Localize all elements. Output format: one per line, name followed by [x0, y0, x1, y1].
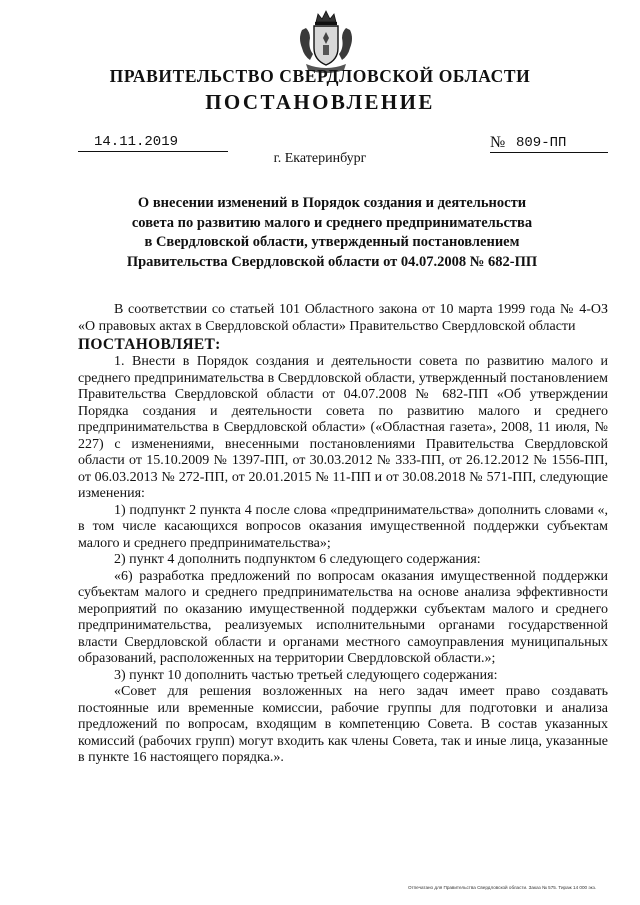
- document-number: 809-ПП: [516, 135, 567, 151]
- subject-line: О внесении изменений в Порядок создания и деятельности: [137, 195, 527, 211]
- subject-line: совета по развитию малого и среднего предпринимательства: [131, 214, 533, 231]
- document-subject: [120, 194, 544, 272]
- number-sign: №: [490, 134, 506, 151]
- coat-of-arms-icon: [296, 8, 356, 74]
- subject-line: в Свердловской области, утвержденный постановлением: [144, 234, 520, 250]
- subparagraph-2: 2) пункт 4 дополнить подпунктом 6 следующего содержания:: [114, 552, 481, 567]
- document-date: 14.11.2019: [78, 134, 228, 152]
- subject-line: Правительства Свердловской области от 04.07.2008 № 682-ПП: [126, 253, 538, 270]
- subparagraph-3: 3) пункт 10 дополнить частью третьей следующего содержания:: [114, 667, 498, 683]
- subparagraph-3-text: «Совет для решения возложенных на него задач имеет право создавать постоянные или временные комиссии, рабочие группы для подготовки и анализа предложений по вопросам, входящим в компетенцию Совета. В состав указанных комиссий (рабочих групп) могут входить как члены Совета, так и иные лица, указанные в пункте 16 настоящего порядка.».: [78, 684, 608, 765]
- resolves-heading: ПОСТАНОВЛЯЕТ:: [78, 336, 221, 353]
- print-note: Отпечатано для Правительства Свердловской области. Заказ № 575. Тираж 14 000 экз.: [408, 885, 597, 890]
- document-type: ПОСТАНОВЛЕНИЕ: [205, 90, 435, 114]
- subparagraph-2-text: «6) разработка предложений по вопросам оказания имущественной поддержки субъектам малого и среднего предпринимательства на основе анализа эффективности мероприятий по оказанию имущественной поддержки субъектам малого и среднего предпринимательства, реализуемых исполнительными органами государственной власти Свердловской области и органами местного самоуправления муниципальных образований, расположенных на территории Свердловской области.»;: [78, 568, 608, 666]
- subparagraph-1: 1) подпункт 2 пункта 4 после слова «предпринимательства» дополнить словами «, в том числе касающихся вопросов оказания имущественной поддержки субъектам малого и среднего предпринимательства»;: [78, 502, 608, 551]
- paragraph-1: 1. Внести в Порядок создания и деятельности совета по развитию малого и среднего предпринимательства в Свердловской области, утвержденный постановлением Правительства Свердловской области от 04.07.2008 № 682-ПП «Об утверждении Порядка создания и деятельности совета по развитию малого и среднего предпринимательства в Свердловской области» («Областная газета», 2008, 11 июля, № 227) с изменениями, внесенными постановлениями Правительства Свердловской области от 15.10.2009 № 1397-ПП, от 30.03.2012 № 333-ПП, от 26.12.2012 № 1556-ПП, от 06.03.2013 № 272-ПП, от 20.01.2015 № 11-ПП и от 30.08.2018 № 571-ПП, следующие изменения:: [78, 354, 608, 501]
- city: г. Екатеринбург: [273, 151, 367, 166]
- preamble: В соответствии со статьей 101 Областного закона от 10 марта 1999 года № 4-ОЗ «О правовых актах в Свердловской области» Правительство Свердловской области: [78, 302, 608, 334]
- government-title: ПРАВИТЕЛЬСТВО СВЕРДЛОВСКОЙ ОБЛАСТИ: [109, 66, 531, 86]
- document-body: [78, 302, 608, 767]
